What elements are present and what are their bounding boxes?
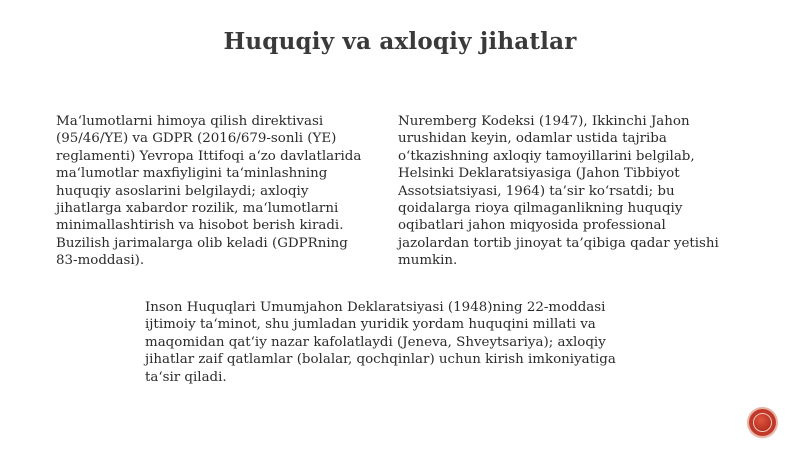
slide-title: Huquqiy va axloqiy jihatlar [223, 28, 577, 55]
bottom-paragraph: Inson Huquqlari Umumjahon Deklaratsiyasi (1948)ning 22-moddasi ijtimoiy taʻminot, shu jumladan yuridik yordam huquqini millati va maqomidan qatʻiy nazar kafolatlaydi (Jeneva, Shveytsariya); axloqiy jihatlar zaif qatlamlar (bolalar, qochqinlar) uchun kirish imkoniyatiga taʻsir qiladi. [145, 300, 616, 385]
slide-nav-button[interactable] [749, 409, 776, 436]
circle-nav-icon [753, 413, 772, 432]
left-paragraph: Maʻlumotlarni himoya qilish direktivasi (95/46/YE) va GDPR (2016/679-sonli (YE) reglamenti) Yevropa Ittifoqi aʻzo davlatlarida maʻlumotlar maxfiyligini taʻminlashning huquqiy asoslarini belgilaydi; axloqiy jihatlarga xabardor rozilik, maʻlumotlarni minimallashtirish va hisobot berish kiradi. Buzilish jarimalarga olib keladi (GDPRning 83-moddasi). [56, 114, 362, 269]
right-paragraph: Nuremberg Kodeksi (1947), Ikkinchi Jahon urushidan keyin, odamlar ustida tajriba o‘tkazishning axloqiy tamoyillarini belgilab, Helsinki Deklaratsiyasiga (Jahon Tibbiyot Assotsiatsiyasi, 1964) ta’sir ko‘rsatdi; bu qoidalarga rioya qilmaganlikning huquqiy oqibatlari jahon miqyosida professional jazolardan tortib jinoyat ta’qibiga qadar yetishi mumkin. [398, 114, 719, 269]
